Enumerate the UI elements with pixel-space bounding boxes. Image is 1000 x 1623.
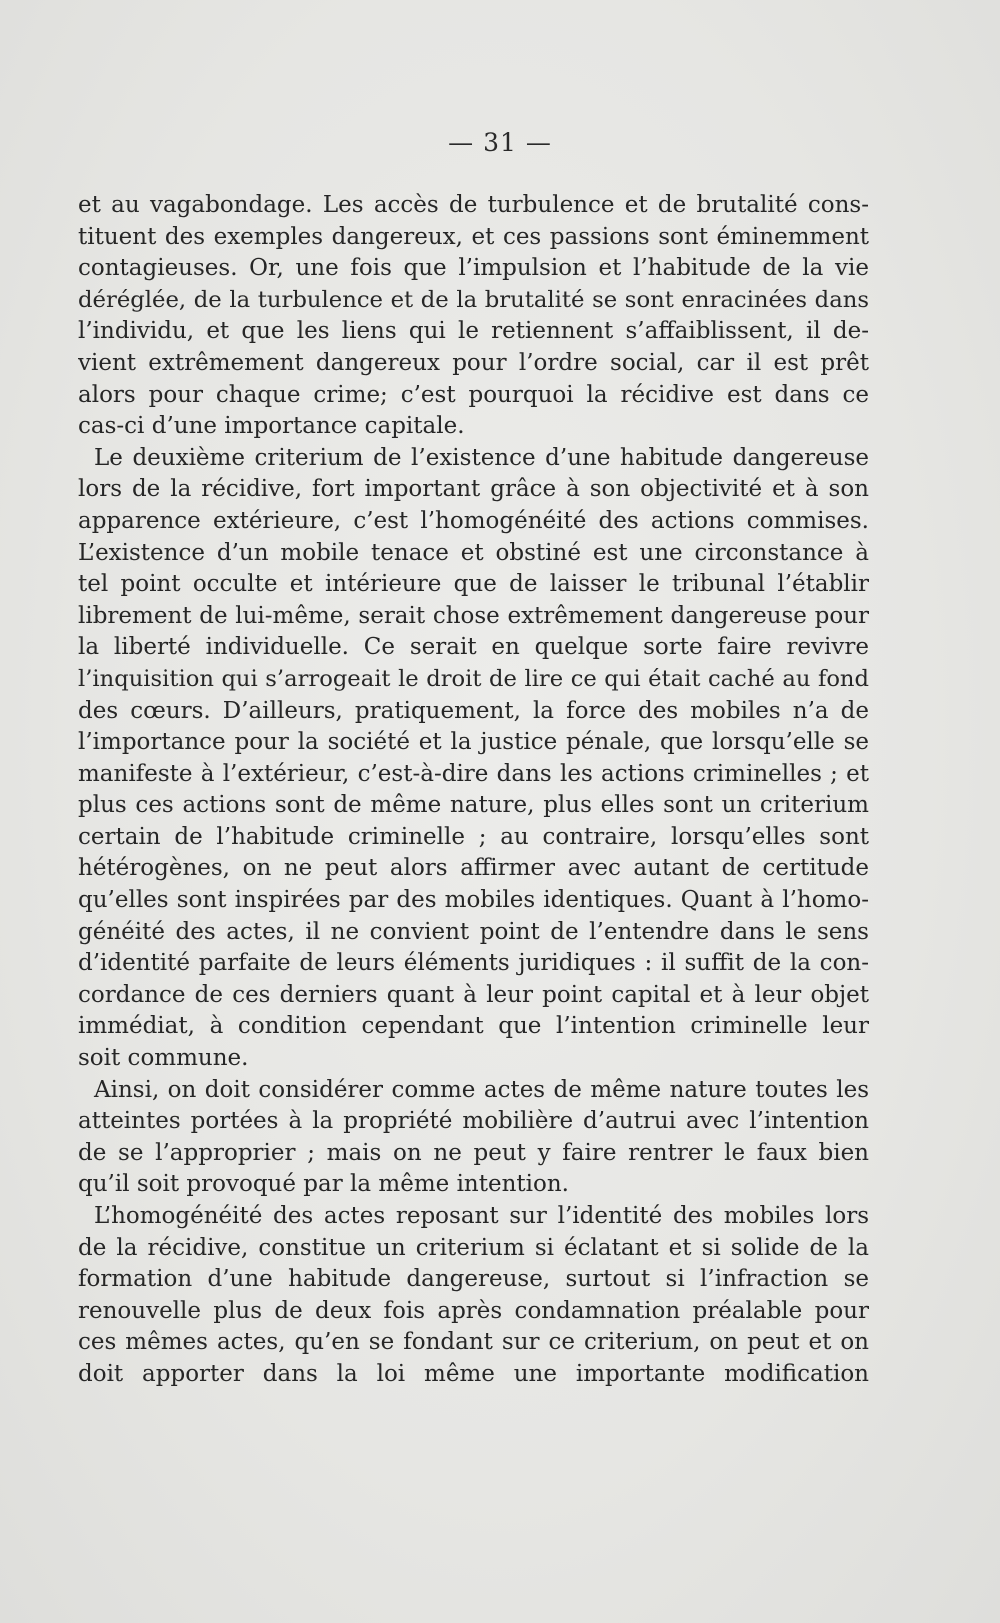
text-line: et au vagabondage. Les accès de turbulence et de brutalité cons- bbox=[78, 192, 869, 218]
text-line: Le deuxième criterium de l’existence d’une habitude dangereuse bbox=[94, 444, 869, 471]
text-line: qu’il soit provoqué par la même intention. bbox=[78, 1171, 569, 1198]
text-line: l’inquisition qui s’arrogeait le droit de lire ce qui était caché au fond bbox=[78, 665, 869, 692]
text-line: des cœurs. D’ailleurs, pratiquement, la force des mobiles n’a de bbox=[78, 697, 869, 724]
text-line: ces mêmes actes, qu’en se fondant sur ce criterium, on peut et on bbox=[78, 1329, 869, 1356]
text-line: cas-ci d’une importance capitale. bbox=[78, 413, 465, 440]
text-line: d’identité parfaite de leurs éléments juridiques : il suffit de la con- bbox=[78, 950, 869, 977]
text-line: renouvelle plus de deux fois après condamnation préalable pour bbox=[78, 1297, 869, 1324]
text-line: Ainsi, on doit considérer comme actes de même nature toutes les bbox=[94, 1076, 869, 1103]
text-line: plus ces actions sont de même nature, plus elles sont un criterium bbox=[78, 792, 869, 819]
text-line: manifeste à l’extérieur, c’est-à-dire dans les actions criminelles ; et bbox=[78, 760, 869, 787]
text-line: la liberté individuelle. Ce serait en quelque sorte faire revivre bbox=[78, 634, 869, 661]
text-line: cordance de ces derniers quant à leur point capital et à leur objet bbox=[78, 981, 869, 1008]
text-line: L’homogénéité des actes reposant sur l’identité des mobiles lors bbox=[94, 1203, 869, 1229]
text-line: librement de lui-même, serait chose extrêmement dangereuse pour bbox=[78, 602, 869, 629]
text-line: l’importance pour la société et la justice pénale, que lorsqu’elle se bbox=[78, 729, 869, 756]
text-line: alors pour chaque crime; c’est pourquoi la récidive est dans ce bbox=[78, 381, 869, 408]
text-line: qu’elles sont inspirées par des mobiles identiques. Quant à l’homo- bbox=[78, 887, 869, 914]
text-line: L’existence d’un mobile tenace et obstiné est une circonstance à bbox=[78, 539, 869, 566]
text-line: l’individu, et que les liens qui le retiennent s’affaiblissent, il de- bbox=[78, 318, 869, 345]
text-line: hétérogènes, on ne peut alors affirmer avec autant de certitude bbox=[78, 855, 869, 882]
text-line: tel point occulte et intérieure que de laisser le tribunal l’établir bbox=[78, 571, 869, 598]
text-line: vient extrêmement dangereux pour l’ordre social, car il est prêt bbox=[78, 349, 869, 376]
text-line: lors de la récidive, fort important grâce à son objectivité et à son bbox=[78, 476, 869, 503]
text-line: contagieuses. Or, une fois que l’impulsion et l’habitude de la vie bbox=[78, 255, 869, 282]
text-line: de se l’approprier ; mais on ne peut y faire rentrer le faux bien bbox=[78, 1139, 869, 1166]
text-line: certain de l’habitude criminelle ; au contraire, lorsqu’elles sont bbox=[78, 823, 869, 850]
body-text bbox=[78, 190, 869, 1391]
text-line: doit apporter dans la loi même une importante modification bbox=[78, 1360, 869, 1387]
text-line: déréglée, de la turbulence et de la brutalité se sont enracinées dans bbox=[78, 286, 869, 313]
text-line: de la récidive, constitue un criterium si éclatant et si solide de la bbox=[78, 1234, 869, 1261]
text-line: immédiat, à condition cependant que l’intention criminelle leur bbox=[78, 1013, 869, 1040]
text-line: généité des actes, il ne convient point de l’entendre dans le sens bbox=[78, 918, 869, 945]
page-number: — 31 — bbox=[448, 128, 552, 157]
text-line: apparence extérieure, c’est l’homogénéité des actions commises. bbox=[78, 507, 869, 534]
text-line: soit commune. bbox=[78, 1045, 249, 1072]
text-line: atteintes portées à la propriété mobilière d’autrui avec l’intention bbox=[78, 1108, 869, 1135]
text-line: tituent des exemples dangereux, et ces passions sont éminemment bbox=[78, 223, 869, 250]
text-line: formation d’une habitude dangereuse, surtout si l’infraction se bbox=[78, 1266, 869, 1293]
